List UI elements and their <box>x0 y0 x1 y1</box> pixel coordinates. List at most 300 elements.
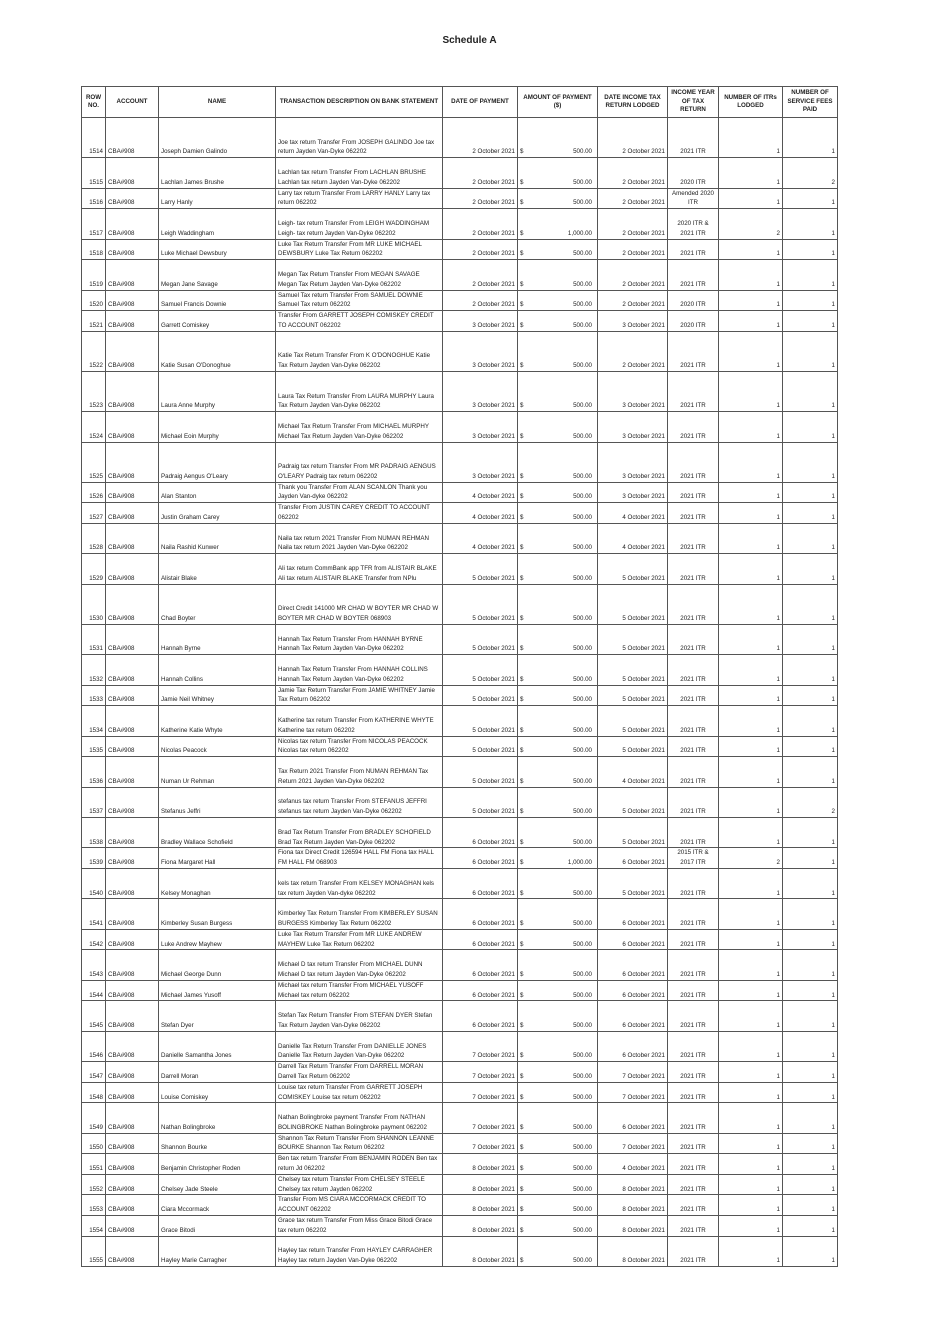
payment-date-cell: 7 October 2021 <box>443 1062 518 1083</box>
description-cell: Thank you Transfer From ALAN SCANLON Thank you Jayden Van-dyke 062202 <box>276 482 443 503</box>
row-number: 1537 <box>82 787 106 817</box>
amount-value: 500.00 <box>573 544 592 552</box>
account-cell: CBA#908 <box>106 311 159 332</box>
lodged-date-cell: 7 October 2021 <box>598 1062 668 1083</box>
income-year-cell: 2021 ITR <box>668 584 719 624</box>
name-cell: Justin Graham Carey <box>159 503 276 524</box>
header-account: ACCOUNT <box>106 87 159 118</box>
income-year-cell: 2021 ITR <box>668 950 719 980</box>
currency-symbol: $ <box>520 432 524 440</box>
name-cell: Lachlan James Brushe <box>159 158 276 188</box>
itrs-lodged-cell: 1 <box>719 817 783 847</box>
account-cell: CBA#908 <box>106 188 159 209</box>
currency-symbol: $ <box>520 940 524 948</box>
description-cell: Shannon Tax Return Transfer From SHANNON LEANNE BOURKE Shannon Tax Return 062202 <box>276 1133 443 1154</box>
amount-cell <box>518 1236 598 1266</box>
account-cell: CBA#908 <box>106 980 159 1001</box>
lodged-date-cell: 5 October 2021 <box>598 624 668 654</box>
lodged-date-cell: 5 October 2021 <box>598 706 668 736</box>
description-cell: Transfer From MS CIARA MCCORMACK CREDIT TO ACCOUNT 062202 <box>276 1195 443 1216</box>
income-year-cell: 2021 ITR <box>668 655 719 685</box>
header-date-of-payment: DATE OF PAYMENT <box>443 87 518 118</box>
service-fees-cell: 1 <box>783 290 838 311</box>
service-fees-cell: 1 <box>783 757 838 787</box>
name-cell: Michael James Yusoff <box>159 980 276 1001</box>
table-row <box>82 736 838 757</box>
row-number: 1530 <box>82 584 106 624</box>
table-row <box>82 290 838 311</box>
service-fees-cell: 1 <box>783 1001 838 1031</box>
itrs-lodged-cell: 1 <box>719 685 783 706</box>
payment-date-cell: 5 October 2021 <box>443 736 518 757</box>
amount-value: 500.00 <box>573 1185 592 1193</box>
account-cell: CBA#908 <box>106 1174 159 1195</box>
amount-value: 500.00 <box>573 301 592 309</box>
payment-date-cell: 8 October 2021 <box>443 1216 518 1237</box>
lodged-date-cell: 2 October 2021 <box>598 239 668 260</box>
lodged-date-cell: 8 October 2021 <box>598 1216 668 1237</box>
name-cell: Alan Stanton <box>159 482 276 503</box>
row-number: 1552 <box>82 1174 106 1195</box>
amount-cell <box>518 980 598 1001</box>
service-fees-cell: 1 <box>783 685 838 706</box>
payment-date-cell: 2 October 2021 <box>443 209 518 239</box>
lodged-date-cell: 2 October 2021 <box>598 158 668 188</box>
lodged-date-cell: 3 October 2021 <box>598 482 668 503</box>
payment-date-cell: 8 October 2021 <box>443 1195 518 1216</box>
account-cell: CBA#908 <box>106 584 159 624</box>
account-cell: CBA#908 <box>106 1082 159 1103</box>
name-cell: Hannah Collins <box>159 655 276 685</box>
income-year-cell: 2021 ITR <box>668 736 719 757</box>
income-year-cell: 2020 ITR <box>668 290 719 311</box>
row-number: 1546 <box>82 1031 106 1061</box>
account-cell: CBA#908 <box>106 503 159 524</box>
payment-date-cell: 2 October 2021 <box>443 260 518 290</box>
income-year-cell: 2021 ITR <box>668 503 719 524</box>
amount-cell <box>518 736 598 757</box>
description-cell: Leigh- tax return Transfer From LEIGH WADDINGHAM Leigh- tax return Jayden Van-Dyke 062202 <box>276 209 443 239</box>
lodged-date-cell: 2 October 2021 <box>598 188 668 209</box>
currency-symbol: $ <box>520 1093 524 1101</box>
lodged-date-cell: 4 October 2021 <box>598 503 668 524</box>
account-cell: CBA#908 <box>106 523 159 553</box>
income-year-cell: Amended 2020 ITR <box>668 188 719 209</box>
name-cell: Megan Jane Savage <box>159 260 276 290</box>
amount-value: 500.00 <box>573 178 592 186</box>
row-number: 1533 <box>82 685 106 706</box>
itrs-lodged-cell: 1 <box>719 503 783 524</box>
income-year-cell: 2021 ITR <box>668 331 719 371</box>
currency-symbol: $ <box>520 615 524 623</box>
itrs-lodged-cell: 1 <box>719 1103 783 1133</box>
table-row <box>82 523 838 553</box>
amount-value: 500.00 <box>573 696 592 704</box>
itrs-lodged-cell: 1 <box>719 331 783 371</box>
service-fees-cell: 1 <box>783 929 838 950</box>
name-cell: Stefan Dyer <box>159 1001 276 1031</box>
header-amount: AMOUNT OF PAYMENT ($) <box>518 87 598 118</box>
account-cell: CBA#908 <box>106 655 159 685</box>
amount-value: 500.00 <box>573 402 592 410</box>
table-row <box>82 311 838 332</box>
description-cell: Luke Tax Return Transfer From MR LUKE ANDREW MAYHEW Luke Tax Return 062202 <box>276 929 443 950</box>
amount-cell <box>518 290 598 311</box>
account-cell: CBA#908 <box>106 1103 159 1133</box>
amount-cell <box>518 412 598 442</box>
itrs-lodged-cell: 1 <box>719 868 783 898</box>
payment-date-cell: 7 October 2021 <box>443 1133 518 1154</box>
table-row <box>82 757 838 787</box>
account-cell: CBA#908 <box>106 1062 159 1083</box>
amount-cell <box>518 685 598 706</box>
payment-date-cell: 4 October 2021 <box>443 523 518 553</box>
account-cell: CBA#908 <box>106 624 159 654</box>
currency-symbol: $ <box>520 675 524 683</box>
account-cell: CBA#908 <box>106 706 159 736</box>
amount-value: 500.00 <box>573 675 592 683</box>
description-cell: Louise tax return Transfer From GARRETT JOSEPH COMISKEY Louise tax return 062202 <box>276 1082 443 1103</box>
amount-cell <box>518 554 598 584</box>
amount-cell <box>518 482 598 503</box>
income-year-cell: 2021 ITR <box>668 1195 719 1216</box>
row-number: 1551 <box>82 1154 106 1175</box>
currency-symbol: $ <box>520 919 524 927</box>
itrs-lodged-cell: 1 <box>719 655 783 685</box>
lodged-date-cell: 6 October 2021 <box>598 899 668 929</box>
currency-symbol: $ <box>520 1165 524 1173</box>
amount-cell <box>518 118 598 158</box>
amount-cell <box>518 1174 598 1195</box>
currency-symbol: $ <box>520 544 524 552</box>
description-cell: stefanus tax return Transfer From STEFANUS JEFFRI stefanus tax return Jayden Van-Dyke 062202 <box>276 787 443 817</box>
payment-date-cell: 6 October 2021 <box>443 817 518 847</box>
income-year-cell: 2021 ITR <box>668 787 719 817</box>
name-cell: Jamie Neil Whitney <box>159 685 276 706</box>
row-number: 1527 <box>82 503 106 524</box>
header-row <box>82 87 838 118</box>
currency-symbol: $ <box>520 1185 524 1193</box>
payment-date-cell: 5 October 2021 <box>443 787 518 817</box>
lodged-date-cell: 6 October 2021 <box>598 980 668 1001</box>
row-number: 1554 <box>82 1216 106 1237</box>
table-row <box>82 950 838 980</box>
itrs-lodged-cell: 1 <box>719 929 783 950</box>
account-cell: CBA#908 <box>106 1001 159 1031</box>
service-fees-cell: 1 <box>783 584 838 624</box>
itrs-lodged-cell: 1 <box>719 980 783 1001</box>
page-title: Schedule A <box>442 35 497 46</box>
income-year-cell: 2021 ITR <box>668 118 719 158</box>
account-cell: CBA#908 <box>106 899 159 929</box>
row-number: 1538 <box>82 817 106 847</box>
itrs-lodged-cell: 1 <box>719 624 783 654</box>
table-row <box>82 899 838 929</box>
row-number: 1526 <box>82 482 106 503</box>
payment-date-cell: 5 October 2021 <box>443 706 518 736</box>
row-number: 1545 <box>82 1001 106 1031</box>
description-cell: Katie Tax Return Transfer From K O'DONOGHUE Katie Tax Return Jayden Van-Dyke 062202 <box>276 331 443 371</box>
amount-value: 500.00 <box>573 940 592 948</box>
amount-cell <box>518 209 598 239</box>
currency-symbol: $ <box>520 696 524 704</box>
payment-date-cell: 7 October 2021 <box>443 1082 518 1103</box>
header-date-lodged: DATE INCOME TAX RETURN LODGED <box>598 87 668 118</box>
description-cell: Luke Tax Return Transfer From MR LUKE MICHAEL DEWSBURY Luke Tax Return 062202 <box>276 239 443 260</box>
lodged-date-cell: 5 October 2021 <box>598 655 668 685</box>
amount-cell <box>518 899 598 929</box>
amount-cell <box>518 1195 598 1216</box>
account-cell: CBA#908 <box>106 787 159 817</box>
row-number: 1550 <box>82 1133 106 1154</box>
amount-cell <box>518 1031 598 1061</box>
service-fees-cell: 1 <box>783 868 838 898</box>
lodged-date-cell: 3 October 2021 <box>598 371 668 411</box>
row-number: 1516 <box>82 188 106 209</box>
itrs-lodged-cell: 1 <box>719 757 783 787</box>
amount-cell <box>518 848 598 869</box>
currency-symbol: $ <box>520 777 524 785</box>
lodged-date-cell: 5 October 2021 <box>598 736 668 757</box>
row-number: 1523 <box>82 371 106 411</box>
amount-cell <box>518 1103 598 1133</box>
name-cell: Katherine Katie Whyte <box>159 706 276 736</box>
payment-date-cell: 8 October 2021 <box>443 1154 518 1175</box>
table-row <box>82 706 838 736</box>
lodged-date-cell: 6 October 2021 <box>598 848 668 869</box>
amount-cell <box>518 787 598 817</box>
name-cell: Michael George Dunn <box>159 950 276 980</box>
amount-cell <box>518 158 598 188</box>
amount-cell <box>518 655 598 685</box>
description-cell: Brad Tax Return Transfer From BRADLEY SCHOFIELD Brad Tax Return Jayden Van-Dyke 062202 <box>276 817 443 847</box>
table-row <box>82 1031 838 1061</box>
account-cell: CBA#908 <box>106 482 159 503</box>
itrs-lodged-cell: 1 <box>719 1216 783 1237</box>
row-number: 1521 <box>82 311 106 332</box>
service-fees-cell: 1 <box>783 442 838 482</box>
table-row <box>82 1195 838 1216</box>
amount-cell <box>518 929 598 950</box>
table-row <box>82 442 838 482</box>
amount-cell <box>518 624 598 654</box>
name-cell: Nicolas Peacock <box>159 736 276 757</box>
table-row <box>82 1236 838 1266</box>
currency-symbol: $ <box>520 1257 524 1265</box>
income-year-cell: 2021 ITR <box>668 1174 719 1195</box>
service-fees-cell: 1 <box>783 1195 838 1216</box>
table-row <box>82 929 838 950</box>
itrs-lodged-cell: 1 <box>719 1174 783 1195</box>
lodged-date-cell: 6 October 2021 <box>598 1031 668 1061</box>
account-cell: CBA#908 <box>106 260 159 290</box>
name-cell: Joseph Damien Galindo <box>159 118 276 158</box>
lodged-date-cell: 8 October 2021 <box>598 1236 668 1266</box>
header-itrs-lodged: NUMBER OF ITRs LODGED <box>719 87 783 118</box>
row-number: 1515 <box>82 158 106 188</box>
amount-value: 500.00 <box>573 777 592 785</box>
currency-symbol: $ <box>520 493 524 501</box>
income-year-cell: 2021 ITR <box>668 899 719 929</box>
currency-symbol: $ <box>520 889 524 897</box>
itrs-lodged-cell: 1 <box>719 1082 783 1103</box>
account-cell: CBA#908 <box>106 371 159 411</box>
income-year-cell: 2020 ITR & 2021 ITR <box>668 209 719 239</box>
itrs-lodged-cell: 1 <box>719 706 783 736</box>
service-fees-cell: 1 <box>783 817 838 847</box>
service-fees-cell: 1 <box>783 523 838 553</box>
payment-date-cell: 6 October 2021 <box>443 848 518 869</box>
header-row-no: ROW NO. <box>82 87 106 118</box>
service-fees-cell: 1 <box>783 239 838 260</box>
itrs-lodged-cell: 2 <box>719 209 783 239</box>
account-cell: CBA#908 <box>106 239 159 260</box>
itrs-lodged-cell: 1 <box>719 554 783 584</box>
table-row <box>82 554 838 584</box>
name-cell: Luke Michael Dewsbury <box>159 239 276 260</box>
account-cell: CBA#908 <box>106 685 159 706</box>
itrs-lodged-cell: 1 <box>719 1062 783 1083</box>
table-row <box>82 503 838 524</box>
row-number: 1542 <box>82 929 106 950</box>
amount-cell <box>518 757 598 787</box>
row-number: 1548 <box>82 1082 106 1103</box>
description-cell: Transfer From GARRETT JOSEPH COMISKEY CREDIT TO ACCOUNT 062202 <box>276 311 443 332</box>
row-number: 1519 <box>82 260 106 290</box>
name-cell: Numan Ur Rehman <box>159 757 276 787</box>
lodged-date-cell: 3 October 2021 <box>598 412 668 442</box>
row-number: 1525 <box>82 442 106 482</box>
service-fees-cell: 1 <box>783 655 838 685</box>
lodged-date-cell: 4 October 2021 <box>598 523 668 553</box>
table-row <box>82 1174 838 1195</box>
name-cell: Michael Eoin Murphy <box>159 412 276 442</box>
service-fees-cell: 1 <box>783 503 838 524</box>
description-cell: Ali tax return CommBank app TFR from ALISTAIR BLAKE Ali tax return ALISTAIR BLAKE Transfer from NPlu <box>276 554 443 584</box>
payment-date-cell: 3 October 2021 <box>443 412 518 442</box>
service-fees-cell: 1 <box>783 1082 838 1103</box>
income-year-cell: 2021 ITR <box>668 239 719 260</box>
table-row <box>82 584 838 624</box>
account-cell: CBA#908 <box>106 817 159 847</box>
amount-cell <box>518 239 598 260</box>
table-row <box>82 209 838 239</box>
lodged-date-cell: 5 October 2021 <box>598 685 668 706</box>
name-cell: Garrett Comiskey <box>159 311 276 332</box>
itrs-lodged-cell: 1 <box>719 1133 783 1154</box>
name-cell: Chelsey Jade Steele <box>159 1174 276 1195</box>
description-cell: Laura Tax Return Transfer From LAURA MURPHY Laura Tax Return Jayden Van-Dyke 062202 <box>276 371 443 411</box>
income-year-cell: 2021 ITR <box>668 757 719 787</box>
account-cell: CBA#908 <box>106 1216 159 1237</box>
currency-symbol: $ <box>520 472 524 480</box>
currency-symbol: $ <box>520 1123 524 1131</box>
amount-value: 500.00 <box>573 1123 592 1131</box>
income-year-cell: 2021 ITR <box>668 523 719 553</box>
payment-date-cell: 6 October 2021 <box>443 980 518 1001</box>
currency-symbol: $ <box>520 362 524 370</box>
amount-value: 500.00 <box>573 514 592 522</box>
name-cell: Samuel Francis Downie <box>159 290 276 311</box>
description-cell: Samuel Tax return Transfer From SAMUEL DOWNIE Samuel Tax return 062202 <box>276 290 443 311</box>
currency-symbol: $ <box>520 1021 524 1029</box>
itrs-lodged-cell: 1 <box>719 1154 783 1175</box>
table-row <box>82 655 838 685</box>
table-row <box>82 685 838 706</box>
account-cell: CBA#908 <box>106 1236 159 1266</box>
description-cell: Michael D tax return Transfer From MICHAEL DUNN Michael D tax return Jayden Van-Dyke 062202 <box>276 950 443 980</box>
income-year-cell: 2020 ITR <box>668 311 719 332</box>
amount-cell <box>518 1216 598 1237</box>
currency-symbol: $ <box>520 991 524 999</box>
payment-date-cell: 6 October 2021 <box>443 868 518 898</box>
name-cell: Padraig Aengus O'Leary <box>159 442 276 482</box>
row-number: 1522 <box>82 331 106 371</box>
lodged-date-cell: 8 October 2021 <box>598 1195 668 1216</box>
currency-symbol: $ <box>520 178 524 186</box>
table-row <box>82 239 838 260</box>
amount-value: 500.00 <box>573 726 592 734</box>
service-fees-cell: 1 <box>783 1236 838 1266</box>
payment-date-cell: 2 October 2021 <box>443 118 518 158</box>
row-number: 1555 <box>82 1236 106 1266</box>
itrs-lodged-cell: 1 <box>719 290 783 311</box>
table-row <box>82 1154 838 1175</box>
service-fees-cell: 1 <box>783 1103 838 1133</box>
name-cell: Hannah Byrne <box>159 624 276 654</box>
payment-date-cell: 2 October 2021 <box>443 158 518 188</box>
amount-cell <box>518 311 598 332</box>
account-cell: CBA#908 <box>106 331 159 371</box>
amount-cell <box>518 584 598 624</box>
table-row <box>82 1001 838 1031</box>
amount-value: 500.00 <box>573 362 592 370</box>
itrs-lodged-cell: 1 <box>719 311 783 332</box>
row-number: 1553 <box>82 1195 106 1216</box>
payment-date-cell: 3 October 2021 <box>443 371 518 411</box>
table-row <box>82 188 838 209</box>
service-fees-cell: 1 <box>783 1216 838 1237</box>
name-cell: Kelsey Monaghan <box>159 868 276 898</box>
account-cell: CBA#908 <box>106 1133 159 1154</box>
amount-value: 500.00 <box>573 1144 592 1152</box>
name-cell: Darrell Moran <box>159 1062 276 1083</box>
amount-value: 500.00 <box>573 199 592 207</box>
name-cell: Grace Bitodi <box>159 1216 276 1237</box>
amount-value: 500.00 <box>573 1093 592 1101</box>
income-year-cell: 2021 ITR <box>668 1236 719 1266</box>
amount-cell <box>518 503 598 524</box>
itrs-lodged-cell: 1 <box>719 1001 783 1031</box>
amount-value: 500.00 <box>573 280 592 288</box>
row-number: 1514 <box>82 118 106 158</box>
amount-cell <box>518 523 598 553</box>
account-cell: CBA#908 <box>106 209 159 239</box>
amount-value: 500.00 <box>573 645 592 653</box>
lodged-date-cell: 2 October 2021 <box>598 209 668 239</box>
income-year-cell: 2021 ITR <box>668 706 719 736</box>
table-row <box>82 1062 838 1083</box>
payment-date-cell: 6 October 2021 <box>443 929 518 950</box>
lodged-date-cell: 5 October 2021 <box>598 817 668 847</box>
payment-date-cell: 3 October 2021 <box>443 442 518 482</box>
payment-date-cell: 6 October 2021 <box>443 899 518 929</box>
currency-symbol: $ <box>520 970 524 978</box>
account-cell: CBA#908 <box>106 290 159 311</box>
table-row <box>82 118 838 158</box>
income-year-cell: 2021 ITR <box>668 929 719 950</box>
table-row <box>82 412 838 442</box>
